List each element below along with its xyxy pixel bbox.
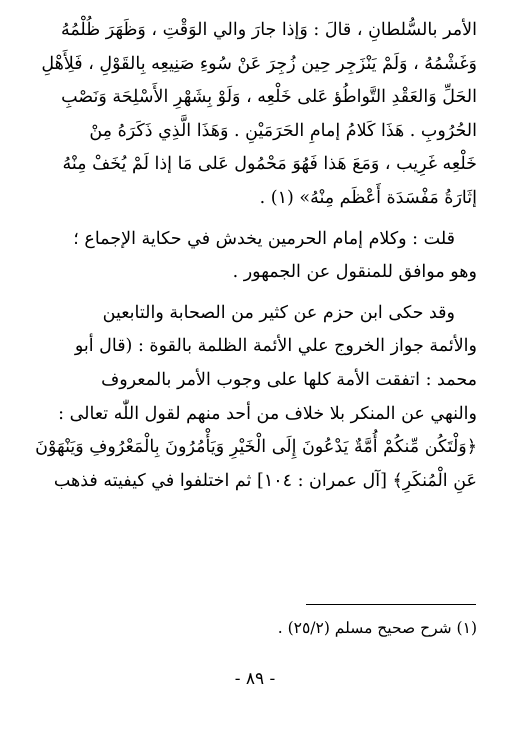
- quote-line: خَلْعِه غَرِيب ، وَمَعَ هَذا فَهُوَ مَحْمُول عَلى مَا إذا لَمْ يُخَفْ مِنْهُ: [62, 154, 477, 175]
- footnote-divider: [306, 604, 476, 605]
- quran-verse-line: ﴿وَلْتَكُن مِّنكُمْ أُمَّةٌ يَدْعُونَ إِلَى الْخَيْرِ وَيَأْمُرُونَ بِالْمَعْرُوفِ وَيَنْهَوْنَ: [35, 437, 477, 458]
- quote-line: الحُرُوبِ . هَذَا كَلامُ إمامِ الحَرَمَيْنِ . وَهَذَا الَّذِي ذَكَرَهُ مِنْ: [89, 120, 477, 141]
- paragraph-line: والأئمة جواز الخروج علي الأئمة الظلمة بالقوة : (قال أبو: [74, 336, 477, 357]
- quote-line: الأمر بالسُّلطانِ ، قالَ : وَإذا جارَ والي الوَقْتِ ، وَظَهَرَ ظُلْمُهُ: [60, 20, 477, 40]
- paragraph-line: محمد : اتفقت الأمة كلها على وجوب الأمر بالمعروف: [101, 369, 477, 390]
- paragraph-line: والنهي عن المنكر بلا خلاف من أحد منهم لقول اللّٰه تعالى :: [58, 403, 477, 424]
- footnote: (١) شرح صحيح مسلم (٢٥/٢) .: [277, 619, 477, 637]
- quote-line: وَغَشْمُهُ ، وَلَمْ يَنْزَجِر حِين زُجِرَ عَنْ سُوءِ صَنِيعِه بِالقَوْلِ ، فَلِأَهْلِ: [41, 53, 477, 74]
- quran-verse-line: عَنِ الْمُنكَرِ﴾ [آل عمران : ١٠٤] ثم اختلفوا في كيفيته فذهب: [53, 470, 477, 491]
- paragraph-line: قلت : وكلام إمام الحرمين يخدش في حكاية الإجماع ؛: [73, 228, 455, 249]
- paragraph-line: وهو موافق للمنقول عن الجمهور .: [232, 262, 477, 283]
- page-number: - ٨٩ -: [234, 669, 276, 689]
- quote-line: الحَلِّ وَالعَقْدِ التَّواطُؤ عَلى خَلْعِه ، وَلَوْ بِشَهْرِ الأَسْلِحَة وَنَصْبِ: [61, 87, 477, 108]
- paragraph-line: وقد حكى ابن حزم عن كثير من الصحابة والتابعين: [102, 302, 455, 323]
- quote-line: إثَارَةُ مَفْسَدَة أَعْظَم مِنْهُ» (١) .: [259, 187, 477, 208]
- main-text: [33, 14, 477, 498]
